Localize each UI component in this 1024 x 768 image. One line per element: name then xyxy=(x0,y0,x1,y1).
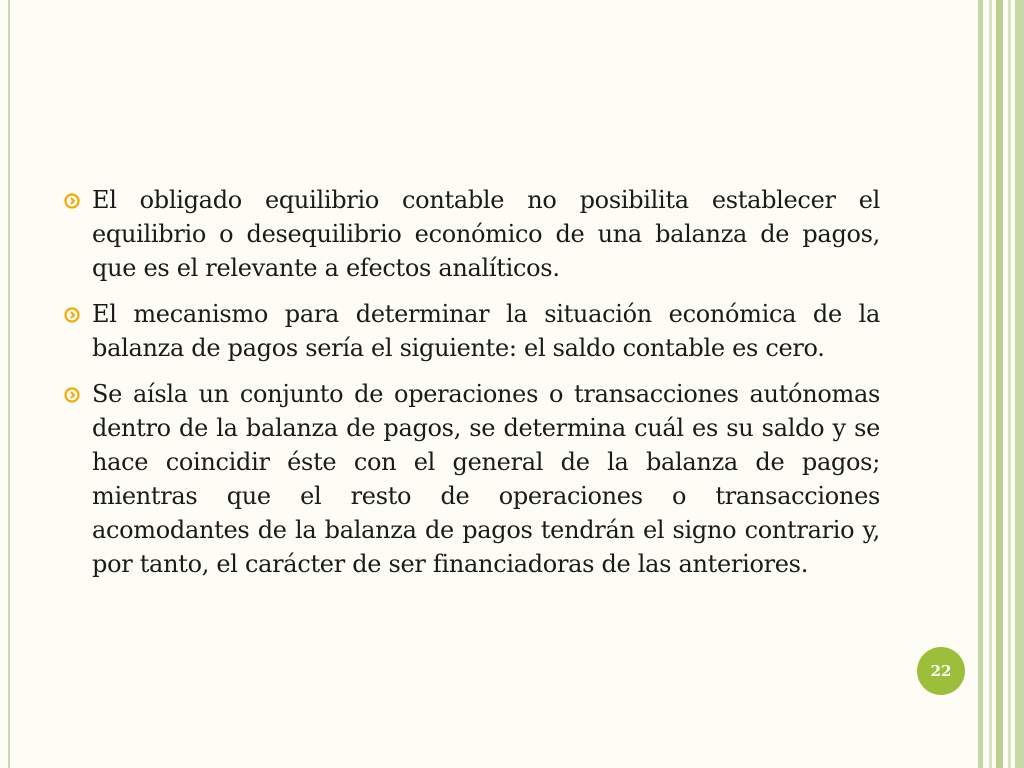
right-decor-stripe xyxy=(1008,0,1011,768)
bullet-text: El obligado equilibrio contable no posibilita establecer el equilibrio o desequilibrio económico de una balanza de pagos, que es el relevante a efectos analíticos. xyxy=(92,186,880,282)
circle-arrow-bullet-icon xyxy=(64,193,80,209)
right-decor-stripe xyxy=(1015,0,1024,768)
circle-arrow-bullet-icon xyxy=(64,307,80,323)
left-border-line xyxy=(8,0,10,768)
right-decor-stripe xyxy=(989,0,992,768)
right-decor-stripe xyxy=(996,0,1003,768)
bullet-item xyxy=(60,297,880,365)
bullet-text: Se aísla un conjunto de operaciones o transacciones autónomas dentro de la balanza de pagos, se determina cuál es su saldo y se hace coincidir éste con el general de la balanza de pagos; mientras que el resto de operaciones o transacciones acomodantes de la balanza de pagos tendrán el signo contrario y, por tanto, el carácter de ser financiadoras de las anteriores. xyxy=(92,380,880,578)
bullet-item xyxy=(60,377,880,581)
right-decor-stripe xyxy=(978,0,983,768)
bullet-text: El mecanismo para determinar la situación económica de la balanza de pagos sería el siguiente: el saldo contable es cero. xyxy=(92,300,880,362)
page-number-badge: 22 xyxy=(917,647,965,695)
bullet-item xyxy=(60,183,880,285)
circle-arrow-bullet-icon xyxy=(64,387,80,403)
slide-content xyxy=(60,183,880,593)
